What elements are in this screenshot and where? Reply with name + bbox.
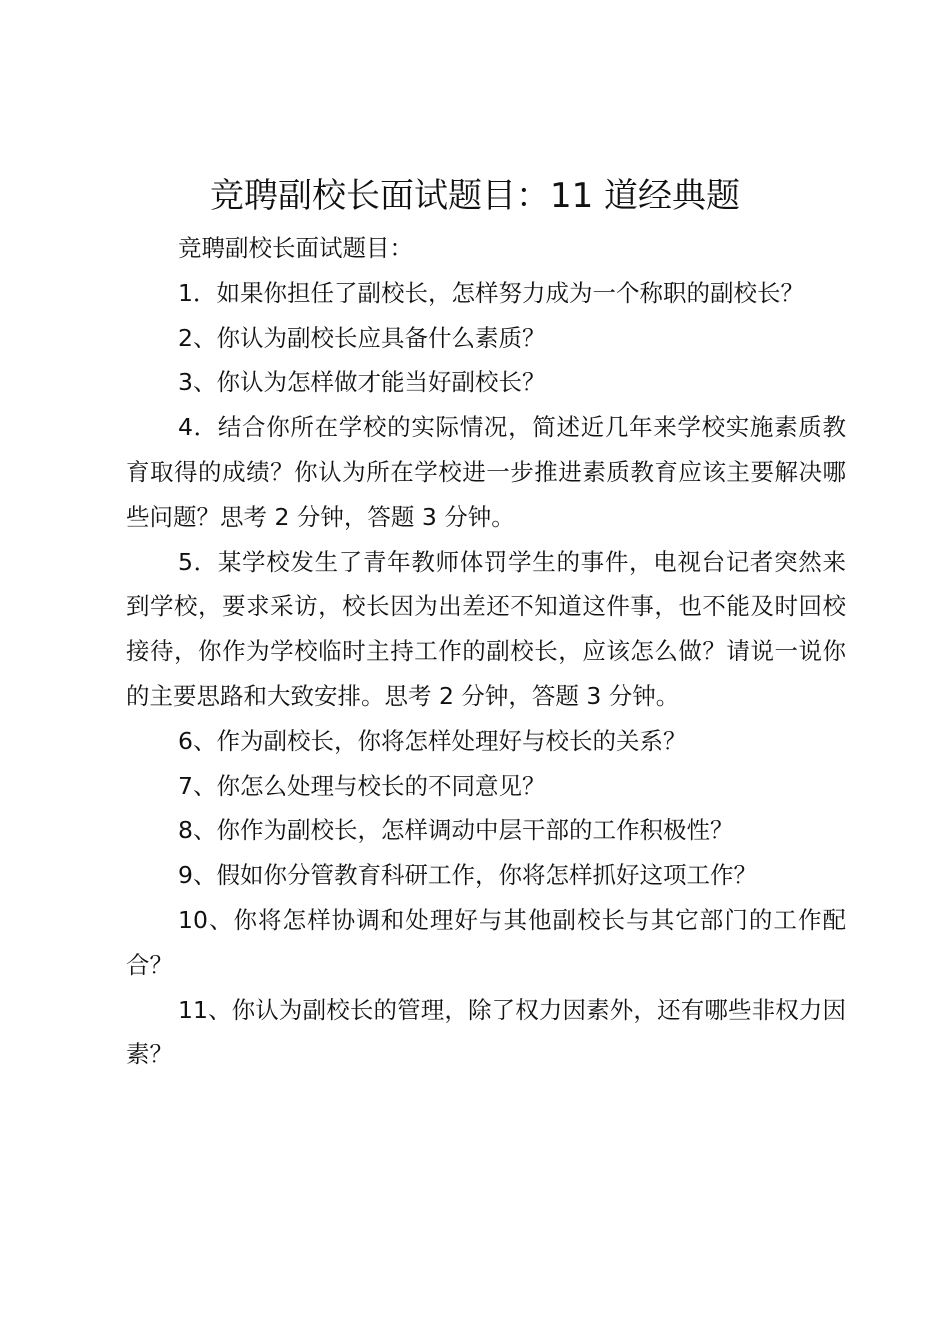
question-8: 8、你作为副校长，怎样调动中层干部的工作积极性？	[178, 816, 734, 845]
question-7: 7、你怎么处理与校长的不同意见？	[178, 771, 546, 800]
question-3: 3、你认为怎样做才能当好副校长？	[178, 368, 546, 397]
document-body	[126, 226, 846, 1077]
question-1: 1．如果你担任了副校长，怎样努力成为一个称职的副校长？	[178, 278, 804, 307]
question-5: 5．某学校发生了青年教师体罚学生的事件，电视台记者突然来到学校，要求采访，校长因为出差还不知道这件事，也不能及时回校接待，你作为学校临时主持工作的副校长，应该怎么做？请说一说你的主要思路和大致安排。思考 2 分钟，答题 3 分钟。	[126, 547, 846, 710]
question-11: 11、你认为副校长的管理，除了权力因素外，还有哪些非权力因素？	[126, 995, 846, 1069]
intro-paragraph: 竞聘副校长面试题目：	[178, 234, 413, 262]
question-10: 10、你将怎样协调和处理好与其他副校长与其它部门的工作配合？	[126, 905, 846, 979]
question-9: 9、假如你分管教育科研工作，你将怎样抓好这项工作？	[178, 861, 757, 890]
question-6: 6、作为副校长，你将怎样处理好与校长的关系？	[178, 726, 687, 755]
question-2: 2、你认为副校长应具备什么素质？	[178, 323, 546, 352]
document-title: 竞聘副校长面试题目：11 道经典题	[209, 176, 741, 216]
question-4: 4．结合你所在学校的实际情况，简述近几年来学校实施素质教育取得的成绩？你认为所在学校进一步推进素质教育应该主要解决哪些问题？思考 2 分钟，答题 3 分钟。	[126, 413, 846, 531]
